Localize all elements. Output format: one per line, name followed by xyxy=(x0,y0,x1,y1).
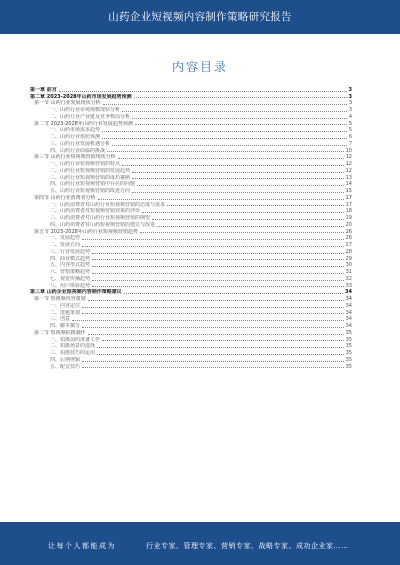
report-header-bar xyxy=(0,0,400,34)
toc-entry-title: 第三章 山药企业短视频内容制作策略建议 xyxy=(30,289,122,296)
toc-entry-title: 一、山药行业市场规模现状分析 xyxy=(50,107,121,113)
toc-entry-title: 五、内容形式趋势 xyxy=(50,262,91,269)
toc-entry-title: 三、拍摄技巧的运用 xyxy=(50,350,96,356)
toc-dot-leader xyxy=(92,286,344,287)
toc-dot-leader xyxy=(122,111,347,112)
toc-dot-leader xyxy=(92,253,344,254)
toc-entry-title: 第一节 短视频内容策划 xyxy=(34,296,86,302)
toc-dot-leader xyxy=(88,334,344,335)
toc-entry-page: 12 xyxy=(345,161,352,167)
toc-entry-page: 3 xyxy=(348,93,352,100)
toc-entry-title: 二、山药行业产业链及竞争格局分析 xyxy=(50,113,131,120)
toc-entry-page: 12 xyxy=(345,167,352,174)
toc-entry-title: 一、山药市场需求趋势 xyxy=(50,127,101,134)
toc-entry-page: 14 xyxy=(345,181,352,188)
toc-dot-leader xyxy=(82,239,344,240)
toc-entry[interactable] xyxy=(30,221,352,228)
table-of-contents xyxy=(30,86,352,370)
toc-entry-title: 五、山药行业短视频营销的改进方向 xyxy=(50,188,131,194)
toc-entry-page: 3 xyxy=(348,86,352,93)
toc-entry[interactable] xyxy=(30,316,352,323)
toc-dot-leader xyxy=(167,205,344,206)
toc-entry[interactable] xyxy=(30,100,352,107)
toc-entry-page: 35 xyxy=(345,343,352,350)
toc-dot-leader xyxy=(134,97,347,98)
toc-entry-page: 34 xyxy=(345,289,352,296)
toc-entry-page: 20 xyxy=(345,221,352,228)
toc-entry-title: 四、商业模式趋势 xyxy=(50,255,91,262)
toc-entry-title: 四、后期剪辑 xyxy=(50,356,81,363)
toc-entry-title: 第二节 2023-2028年山药行业发展趋势预测 xyxy=(34,120,133,127)
toc-entry-page: 35 xyxy=(345,356,352,363)
toc-dot-leader xyxy=(103,104,347,105)
toc-entry[interactable] xyxy=(30,349,352,356)
toc-entry-page: 10 xyxy=(345,147,352,154)
toc-entry-title: 七、视觉传播趋势 xyxy=(50,275,91,282)
toc-entry-title: 第四节 山药行业消费者分析 xyxy=(34,194,96,201)
toc-entry-page: 35 xyxy=(345,336,352,343)
toc-dot-leader xyxy=(107,151,344,152)
toc-dot-leader xyxy=(102,340,344,341)
toc-entry[interactable] xyxy=(30,127,352,134)
toc-dot-leader xyxy=(88,300,344,301)
toc-dot-leader xyxy=(157,226,344,227)
toc-dot-leader xyxy=(82,361,344,362)
toc-entry-title: 三、创意 xyxy=(50,316,71,323)
toc-dot-leader xyxy=(132,118,347,119)
toc-entry-page: 34 xyxy=(345,316,352,323)
toc-entry[interactable] xyxy=(30,93,352,100)
toc-entry[interactable] xyxy=(30,214,352,221)
toc-dot-leader xyxy=(82,246,344,247)
toc-dot-leader xyxy=(92,266,344,267)
toc-entry-title: 四、山药行业面临的挑战 xyxy=(50,147,106,154)
toc-entry-page: 19 xyxy=(345,215,352,221)
toc-entry-title: 三、山药行业短视频营销的成功案例 xyxy=(50,174,131,181)
toc-entry-page: 17 xyxy=(345,194,352,201)
toc-entry-page: 28 xyxy=(345,248,352,255)
toc-entry[interactable] xyxy=(30,86,352,93)
toc-entry[interactable] xyxy=(30,329,352,336)
toc-dot-leader xyxy=(92,259,344,260)
toc-entry-title: 第二节 短视频拍摄制作 xyxy=(34,329,86,336)
toc-entry[interactable] xyxy=(30,160,352,167)
toc-dot-leader xyxy=(132,192,344,193)
toc-entry[interactable] xyxy=(30,140,352,147)
toc-entry-title: 第五节 2023-2028年山药行业短视频营销趋势 xyxy=(34,228,138,235)
toc-entry[interactable] xyxy=(30,343,352,350)
toc-entry-page: 18 xyxy=(345,208,352,215)
toc-dot-leader xyxy=(72,320,344,321)
toc-entry-title: 第一章 前言 xyxy=(30,86,57,93)
toc-entry-page: 35 xyxy=(345,350,352,356)
toc-dot-leader xyxy=(135,124,347,125)
toc-entry-title: 一、内容定位 xyxy=(50,302,81,309)
toc-dot-leader xyxy=(137,185,344,186)
toc-entry[interactable] xyxy=(30,174,352,181)
toc-entry[interactable] xyxy=(30,235,352,242)
toc-entry[interactable] xyxy=(30,187,352,194)
toc-dot-leader xyxy=(142,212,344,213)
toc-dot-leader xyxy=(112,145,347,146)
toc-entry[interactable] xyxy=(30,194,352,201)
toc-entry-title: 二、山药行业短视频营销的发展趋势 xyxy=(50,167,131,174)
toc-entry-page: 26 xyxy=(345,235,352,242)
toc-entry-title: 三、行业发展趋势 xyxy=(50,248,91,255)
toc-entry-page: 6 xyxy=(348,134,352,140)
toc-entry-title: 二、发展方向 xyxy=(50,242,81,248)
toc-dot-leader xyxy=(97,354,344,355)
toc-entry-page: 33 xyxy=(345,282,352,289)
toc-entry-page: 4 xyxy=(348,113,352,120)
toc-entry-title: 三、山药消费者对山药行业短视频营销的期望 xyxy=(50,215,151,221)
toc-entry-page: 3 xyxy=(348,107,352,113)
toc-entry-page: 5 xyxy=(348,120,352,127)
toc-entry-page: 15 xyxy=(345,188,352,194)
toc-entry[interactable] xyxy=(30,289,352,296)
toc-entry-page: 7 xyxy=(348,140,352,147)
toc-entry[interactable] xyxy=(30,309,352,316)
toc-entry-title: 第二章 2023-2028年山药市场发展趋势预测 xyxy=(30,93,132,100)
toc-dot-leader xyxy=(102,131,347,132)
toc-entry-title: 四、山药消费者对山药短视频营销的建议与改进 xyxy=(50,221,156,228)
toc-entry-page: 34 xyxy=(345,309,352,316)
toc-entry-title: 一、山药消费者对山药行业短视频营销的态度与需求 xyxy=(50,201,166,208)
toc-entry[interactable] xyxy=(30,268,352,275)
toc-entry-title: 一、发展趋势 xyxy=(50,235,81,242)
toc-entry[interactable] xyxy=(30,363,352,370)
toc-dot-leader xyxy=(132,172,344,173)
toc-entry[interactable] xyxy=(30,336,352,343)
toc-entry[interactable] xyxy=(30,275,352,282)
toc-entry-title: 四、脚本撰写 xyxy=(50,323,81,329)
toc-entry-title: 二、拍摄场景的选择 xyxy=(50,343,96,350)
toc-entry-title: 四、山药行业短视频营销中存在的问题 xyxy=(50,181,136,188)
toc-entry[interactable] xyxy=(30,154,352,161)
toc-entry-page: 34 xyxy=(345,302,352,309)
toc-dot-leader xyxy=(82,327,344,328)
toc-entry-page: 3 xyxy=(348,100,352,107)
toc-title: 内容目录 xyxy=(171,60,228,74)
toc-entry-page: 26 xyxy=(345,228,352,235)
toc-dot-leader xyxy=(59,91,347,92)
toc-entry[interactable] xyxy=(30,181,352,188)
toc-entry[interactable] xyxy=(30,248,352,255)
toc-dot-leader xyxy=(122,165,344,166)
toc-entry-title: 八、用户体验趋势 xyxy=(50,282,91,289)
toc-entry[interactable] xyxy=(30,120,352,127)
toc-entry[interactable] xyxy=(30,282,352,289)
footer-slogan-right: 行业专家、管理专家、营销专家、战略专家、成功企业家…… xyxy=(146,542,349,550)
toc-dot-leader xyxy=(92,273,344,274)
toc-entry-page: 13 xyxy=(345,174,352,181)
toc-dot-leader xyxy=(97,347,344,348)
toc-entry[interactable] xyxy=(30,255,352,262)
toc-entry[interactable] xyxy=(30,241,352,248)
toc-entry[interactable] xyxy=(30,356,352,363)
toc-entry-title: 第一节 山药行业发展现状分析 xyxy=(34,100,101,107)
toc-entry[interactable] xyxy=(30,322,352,329)
toc-dot-leader xyxy=(152,219,344,220)
toc-entry-title: 六、营销策略趋势 xyxy=(50,269,91,275)
toc-entry-title: 一、山药行业短视频营销的特点 xyxy=(50,161,121,167)
toc-entry-title: 五、配音技巧 xyxy=(50,363,81,370)
toc-entry[interactable] xyxy=(30,302,352,309)
toc-dot-leader xyxy=(132,178,344,179)
toc-dot-leader xyxy=(140,232,344,233)
toc-entry[interactable] xyxy=(30,228,352,235)
toc-entry-page: 27 xyxy=(345,242,352,248)
toc-entry-page: 29 xyxy=(345,255,352,262)
toc-entry[interactable] xyxy=(30,262,352,269)
toc-entry[interactable] xyxy=(30,147,352,154)
toc-entry-title: 二、山药行业供给预测 xyxy=(50,134,101,140)
toc-dot-leader xyxy=(82,367,344,368)
toc-dot-leader xyxy=(118,158,344,159)
report-title: 山药企业短视频内容制作策略研究报告 xyxy=(108,11,292,23)
toc-entry[interactable] xyxy=(30,208,352,215)
toc-entry-page: 35 xyxy=(345,363,352,370)
toc-dot-leader xyxy=(82,307,344,308)
toc-entry[interactable] xyxy=(30,133,352,140)
toc-entry[interactable] xyxy=(30,106,352,113)
toc-entry[interactable] xyxy=(30,295,352,302)
toc-entry-title: 二、山药消费者对短视频营销效果的评价 xyxy=(50,208,141,215)
toc-entry-title: 三、山药行业发展机遇分析 xyxy=(50,140,111,147)
toc-entry-page: 34 xyxy=(345,296,352,302)
toc-entry-title: 第三节 山药行业短视频营销现状分析 xyxy=(34,154,116,161)
toc-entry-page: 35 xyxy=(345,329,352,336)
toc-entry-page: 32 xyxy=(345,275,352,282)
toc-entry-page: 34 xyxy=(345,323,352,329)
toc-entry-title: 二、选题策划 xyxy=(50,309,81,316)
toc-entry-title: 一、拍摄前的准备工作 xyxy=(50,336,101,343)
footer-slogan-left: 让每个人都能成为 xyxy=(48,542,116,550)
toc-entry[interactable] xyxy=(30,201,352,208)
toc-entry-page: 5 xyxy=(348,127,352,134)
toc-dot-leader xyxy=(82,313,344,314)
toc-entry[interactable] xyxy=(30,113,352,120)
toc-dot-leader xyxy=(98,199,344,200)
toc-dot-leader xyxy=(92,280,344,281)
toc-entry-page: 31 xyxy=(345,269,352,275)
toc-entry[interactable] xyxy=(30,167,352,174)
toc-entry-page: 17 xyxy=(345,201,352,208)
toc-dot-leader xyxy=(124,293,343,294)
toc-dot-leader xyxy=(102,138,347,139)
toc-entry-page: 30 xyxy=(345,262,352,269)
toc-entry-page: 12 xyxy=(345,154,352,161)
